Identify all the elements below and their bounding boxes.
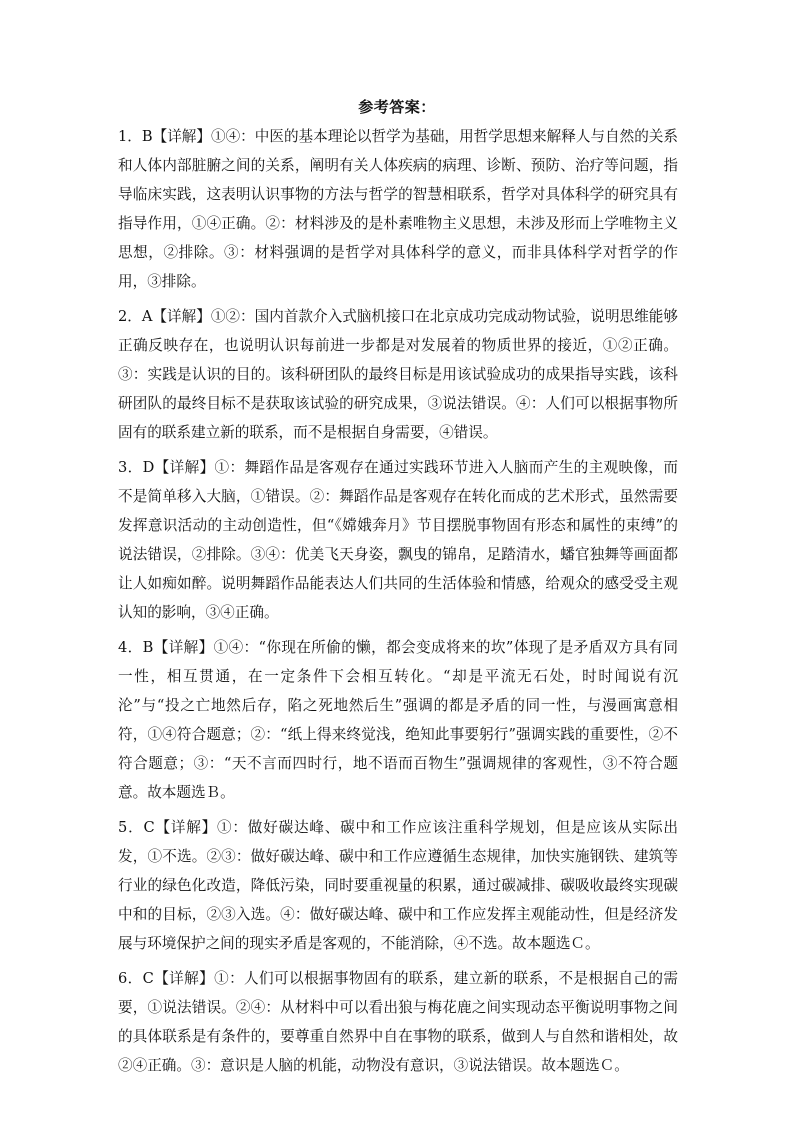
answer-1: 1．B【详解】①④：中医的基本理论以哲学为基础，用哲学思想来解释人与自然的关系和人体内部脏腑之间的关系，阐明有关人体疾病的病理、诊断、预防、治疗等问题，指导临床实践，这表明认识事物的方法与哲学的智慧相联系，哲学对具体科学的研究具有指导作用，①④正确。②：材料涉及的是朴素唯物主义思想，未涉及形而上学唯物主义思想，②排除。③：材料强调的是哲学对具体科学的意义，而非具体科学对哲学的作用，③排除。 <box>118 128 678 290</box>
answer-list <box>118 122 678 1086</box>
answer-6: 6．C【详解】①：人们可以根据事物固有的联系，建立新的联系，不是根据自己的需要，①说法错误。②④：从材料中可以看出狼与梅花鹿之间实现动态平衡说明事物之间的具体联系是有条件的，要尊重自然界中自在事物的联系，做到人与自然和谐相处，故②④正确。③：意识是人脑的机能，动物没有意识，③说法错误。故本题选Ｃ。 <box>118 970 678 1074</box>
answer-2: 2．A【详解】①②：国内首款介入式脑机接口在北京成功完成动物试验，说明思维能够正确反映存在，也说明认识每前进一步都是对发展着的物质世界的接近，①②正确。③：实践是认识的目的。该科研团队的最终目标是用该试验成功的成果指导实践，该科研团队的最终目标不是获取该试验的研究成果，③说法错误。④：人们可以根据事物所固有的联系建立新的联系，而不是根据自身需要，④错误。 <box>118 308 678 441</box>
answer-4: 4．B【详解】①④：“你现在所偷的懒，都会变成将来的坎”体现了是矛盾双方具有同一性，相互贯通，在一定条件下会相互转化。“却是平流无石处，时时闻说有沉沦”与“投之亡地然后存，陷之死地然后生”强调的都是矛盾的同一性，与漫画寓意相符，①④符合题意；②：“纸上得来终觉浅，绝知此事要躬行”强调实践的重要性，②不符合题意；③：“天不言而四时行，地不语而百物生”强调规律的客观性，③不符合题意。故本题选Ｂ。 <box>118 639 678 801</box>
answer-3: 3．D【详解】①：舞蹈作品是客观存在通过实践环节进入人脑而产生的主观映像，而不是简单移入大脑，①错误。②：舞蹈作品是客观存在转化而成的艺术形式，虽然需要发挥意识活动的主动创造性，但“《嫦娥奔月》节目摆脱事物固有形态和属性的束缚”的说法错误，②排除。③④：优美飞天身姿，飘曳的锦帛，足踏清水，蟠官独舞等画面都让人如痴如醉。说明舞蹈作品能表达人们共同的生活体验和情感，给观众的感受受主观认知的影响，③④正确。 <box>118 459 678 621</box>
page-title: 参考答案： <box>358 98 436 116</box>
answer-5: 5．C【详解】①：做好碳达峰、碳中和工作应该注重科学规划，但是应该从实际出发，①不选。②③：做好碳达峰、碳中和工作应遵循生态规律，加快实施钢铁、建筑等行业的绿色化改造，降低污染，同时要重视量的积累，通过碳减排、碳吸收最终实现碳中和的目标，②③入选。④：做好碳达峰、碳中和工作应发挥主观能动性，但是经济发展与环境保护之间的现实矛盾是客观的，不能消除，④不选。故本题选Ｃ。 <box>118 819 678 952</box>
